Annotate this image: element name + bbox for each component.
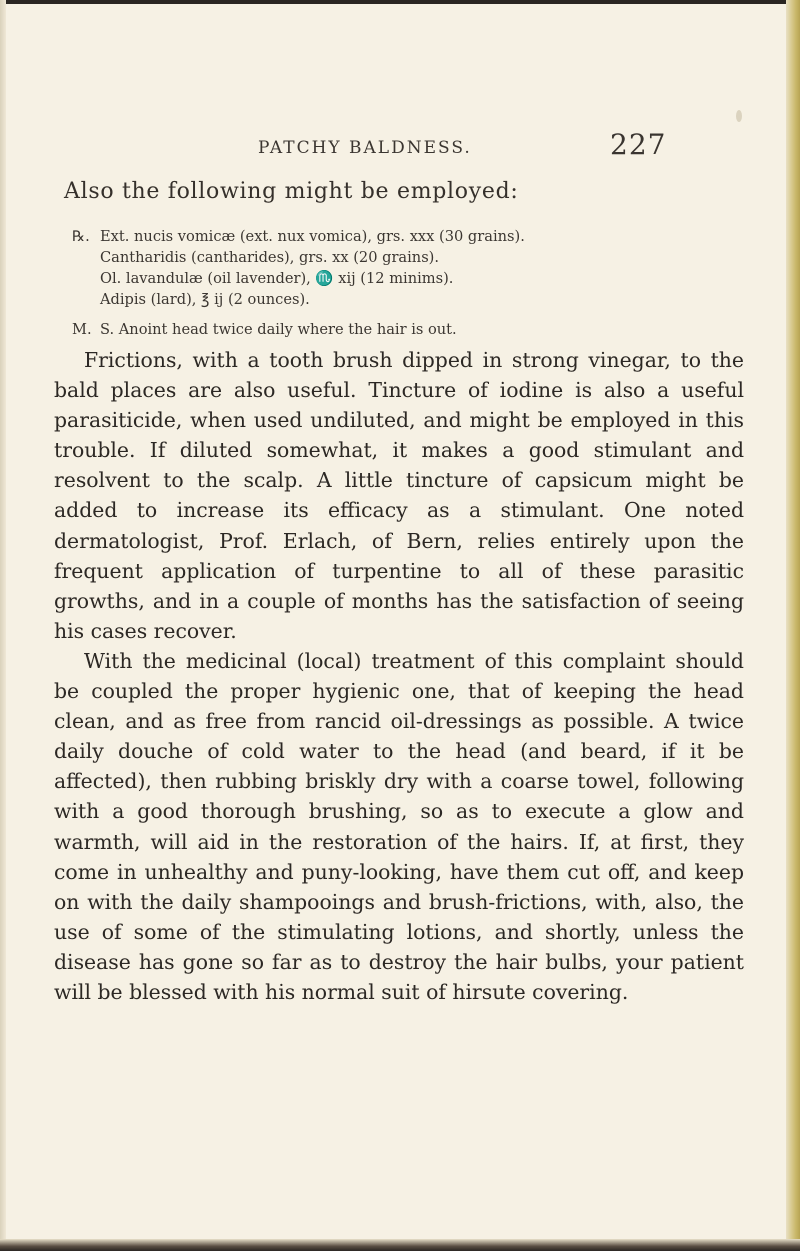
body-text — [54, 345, 744, 1007]
prescription-block — [72, 226, 632, 340]
prescription-ingredient: Adipis (lard), ℥ ij (2 ounces). — [100, 291, 310, 308]
prescription-ingredient: Ol. lavandulæ (oil lavender), ♏ xij (12 minims). — [100, 270, 454, 287]
paragraph: With the medicinal (local) treatment of this complaint should be coupled the proper hygienic one, that of keeping the head clean, and as free from rancid oil-dressings as possible. A twice daily douche of cold water to the head (and beard, if it be affected), then rubbing briskly dry with a coarse towel, following with a good thorough brushing, so as to execute a glow and warmth, will aid in the restoration of the hairs. If, at first, they come in unhealthy and puny-looking, have them cut off, and keep on with the daily shampooings and brush-frictions, with, also, the use of some of the stimulating lotions, and shortly, unless the disease has gone so far as to destroy the hair bulbs, your patient will be blessed with his normal suit of hirsute covering. — [54, 648, 744, 1004]
page-top-edge — [0, 0, 800, 4]
prescription-directions-line — [72, 319, 632, 340]
prescription-line — [72, 226, 632, 247]
running-title: PATCHY BALDNESS. — [258, 138, 472, 158]
rx-symbol: ℞. — [72, 228, 90, 245]
prescription-ingredient: Ext. nucis vomicæ (ext. nux vomica), grs. xxx (30 grains). — [100, 228, 525, 245]
prescription-line — [72, 289, 632, 310]
paper-stain — [736, 110, 742, 122]
page-number: 227 — [610, 128, 667, 161]
directions-symbol: M. — [72, 321, 92, 338]
page-left-edge — [0, 0, 6, 1251]
page-bottom-edge — [0, 1239, 800, 1251]
intro-line: Also the following might be employed: — [64, 179, 519, 204]
prescription-line — [72, 268, 632, 289]
prescription-directions: S. Anoint head twice daily where the hair is out. — [100, 321, 457, 338]
prescription-line — [72, 247, 632, 268]
page-right-edge — [786, 0, 800, 1251]
prescription-ingredient: Cantharidis (cantharides), grs. xx (20 grains). — [100, 249, 440, 266]
paragraph: Frictions, with a tooth brush dipped in strong vinegar, to the bald places are also useful. Tincture of iodine is also a useful parasiticide, when used undiluted, and might be employed in this trouble. If diluted somewhat, it makes a good stimulant and resolvent to the scalp. A little tincture of capsicum might be added to increase its efficacy as a stimulant. One noted dermatologist, Prof. Erlach, of Bern, relies entirely upon the frequent application of turpentine to all of these parasitic growths, and in a couple of months has the satisfaction of seeing his cases recover. — [54, 348, 744, 643]
